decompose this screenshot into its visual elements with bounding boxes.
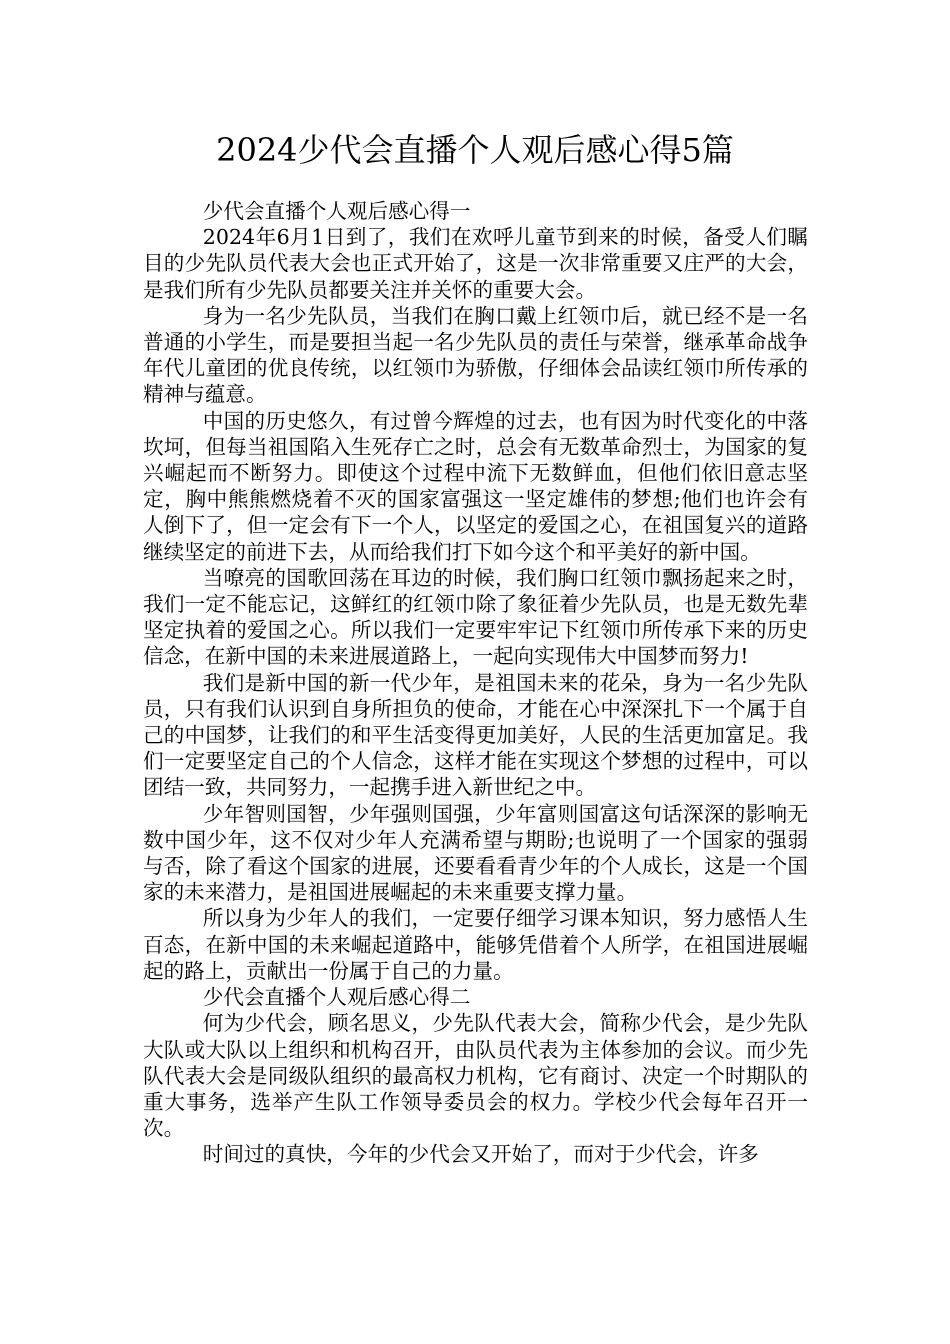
section-heading-2: 少代会直播个人观后感心得二 [202,985,471,1010]
paragraph: 当嘹亮的国歌回荡在耳边的时候，我们胸口红领巾飘扬起来之时，我们一定不能忘记，这鲜红的红领巾除了象征着少先队员，也是无数先辈坚定执着的爱国之心。所以我们一定要牢牢记下红领巾所传承下来的历史信念，在新中国的未来进展道路上，一起向实现伟大中国梦而努力! [143,565,808,669]
document-body [143,198,808,1168]
paragraph: 时间过的真快，今年的少代会又开始了，而对于少代会，许多 [202,1142,759,1167]
paragraph: 中国的历史悠久，有过曾今辉煌的过去，也有因为时代变化的中落坎坷，但每当祖国陷入生死存亡之时，总会有无数革命烈士，为国家的复兴崛起而不断努力。即使这个过程中流下无数鲜血，但他们依旧意志坚定，胸中熊熊燃烧着不灭的国家富强这一坚定雄伟的梦想;他们也许会有人倒下了，但一定会有下一个人，以坚定的爱国之心，在祖国复兴的道路继续坚定的前进下去，从而给我们打下如今这个和平美好的新中国。 [143,408,808,564]
paragraph: 身为一名少先队员，当我们在胸口戴上红领巾后，就已经不是一名普通的小学生，而是要担当起一名少先队员的责任与荣誉，继承革命战争年代儿童团的优良传统，以红领巾为骄傲，仔细体会品读红领巾所传承的精神与蕴意。 [143,303,808,407]
paragraph: 所以身为少年人的我们，一定要仔细学习课本知识，努力感悟人生百态，在新中国的未来崛起道路中，能够凭借着个人所学，在祖国进展崛起的路上，贡献出一份属于自己的力量。 [143,906,808,983]
paragraph: 2024年6月1日到了，我们在欢呼儿童节到来的时候，备受人们瞩目的少先队员代表大会也正式开始了，这是一次非常重要又庄严的大会，是我们所有少先队员都要关注并关怀的重要大会。 [143,225,808,302]
paragraph: 我们是新中国的新一代少年，是祖国未来的花朵，身为一名少先队员，只有我们认识到自身所担负的使命，才能在心中深深扎下一个属于自己的中国梦，让我们的和平生活变得更加美好，人民的生活更加富足。我们一定要坚定自己的个人信念，这样才能在实现这个梦想的过程中，可以团结一致，共同努力，一起携手进入新世纪之中。 [143,670,808,800]
paragraph: 少年智则国智，少年强则国强，少年富则国富这句话深深的影响无数中国少年，这不仅对少年人充满希望与期盼;也说明了一个国家的强弱与否，除了看这个国家的进展，还要看看青少年的个人成长，这是一个国家的未来潜力，是祖国进展崛起的未来重要支撑力量。 [143,801,808,905]
section-heading-1: 少代会直播个人观后感心得一 [202,199,471,223]
document-title: 2024少代会直播个人观后感心得5篇 [216,131,734,169]
paragraph: 何为少代会，顾名思义，少先队代表大会，简称少代会，是少先队大队或大队以上组织和机构召开，由队员代表为主体参加的会议。而少先队代表大会是同级队组织的最高权力机构，它有商讨、决定一个时期队的重大事务，选举产生队工作领导委员会的权力。学校少代会每年召开一次。 [143,1011,808,1141]
